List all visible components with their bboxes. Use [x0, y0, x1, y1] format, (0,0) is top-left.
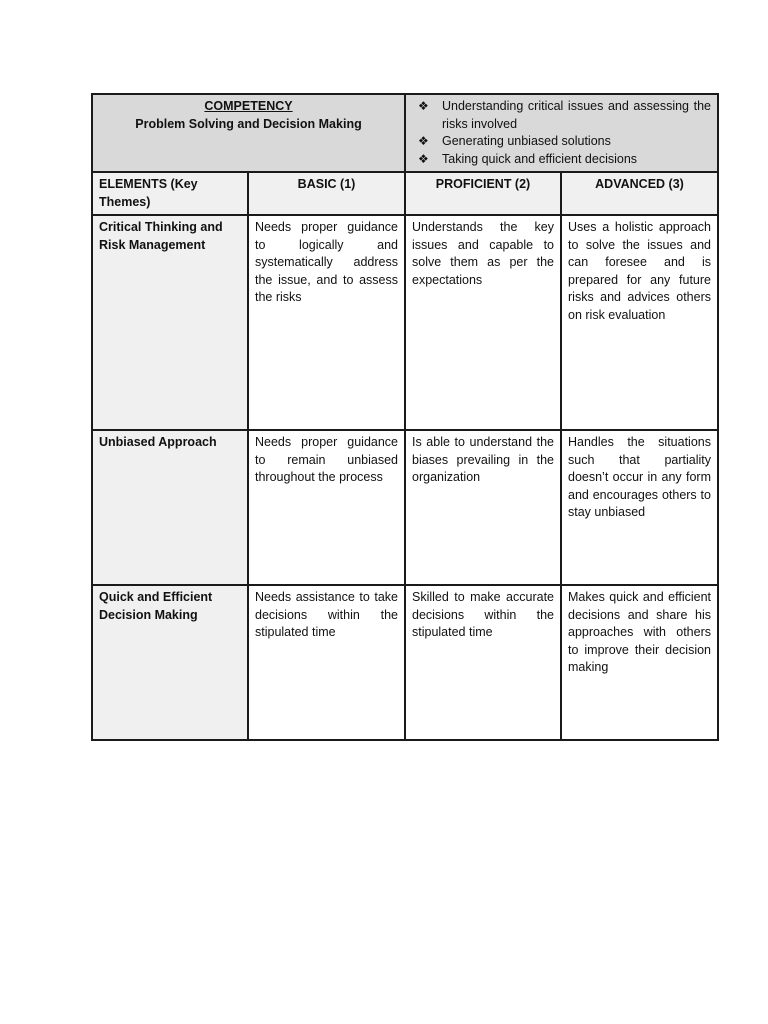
basic-cell: Needs assistance to take decisions within the stipulated time	[248, 585, 405, 740]
proficient-cell: Understands the key issues and capable to solve them as per the expectations	[405, 215, 561, 430]
column-header-row	[92, 172, 718, 215]
table-row	[92, 430, 718, 585]
competency-cell	[92, 94, 405, 172]
element-cell: Unbiased Approach	[92, 430, 248, 585]
list-item: ❖ Taking quick and efficient decisions	[418, 151, 711, 169]
diamond-bullet-icon: ❖	[418, 151, 429, 166]
competency-heading: COMPETENCY	[204, 99, 293, 113]
element-cell: Critical Thinking and Risk Management	[92, 215, 248, 430]
proficient-cell: Skilled to make accurate decisions within the stipulated time	[405, 585, 561, 740]
basic-cell: Needs proper guidance to logically and systematically address the issue, and to assess the risks	[248, 215, 405, 430]
advanced-cell: Makes quick and efficient decisions and share his approaches with others to improve their decision making	[561, 585, 718, 740]
basic-cell: Needs proper guidance to remain unbiased throughout the process	[248, 430, 405, 585]
diamond-bullet-icon: ❖	[418, 99, 429, 113]
column-header-basic: BASIC (1)	[248, 172, 405, 215]
element-cell: Quick and Efficient Decision Making	[92, 585, 248, 740]
competency-bullet-list	[412, 98, 711, 168]
advanced-cell: Handles the situations such that partiality doesn’t occur in any form and encourages others to stay unbiased	[561, 430, 718, 585]
advanced-cell: Uses a holistic approach to solve the issues and can foresee and is prepared for any future risks and advices others on risk evaluation	[561, 215, 718, 430]
column-header-proficient: PROFICIENT (2)	[405, 172, 561, 215]
diamond-bullet-icon: ❖	[418, 134, 429, 148]
table-row	[92, 215, 718, 430]
competency-bullets-cell	[405, 94, 718, 172]
list-item: ❖ Generating unbiased solutions	[418, 133, 711, 151]
competency-header-row	[92, 94, 718, 172]
list-item: ❖ Understanding critical issues and assessing the risks involved	[418, 99, 711, 131]
competency-rubric-table	[91, 93, 719, 741]
column-header-elements: ELEMENTS (Key Themes)	[92, 172, 248, 215]
competency-name: Problem Solving and Decision Making	[135, 116, 362, 131]
proficient-cell: Is able to understand the biases prevailing in the organization	[405, 430, 561, 585]
table-row	[92, 585, 718, 740]
column-header-advanced: ADVANCED (3)	[561, 172, 718, 215]
